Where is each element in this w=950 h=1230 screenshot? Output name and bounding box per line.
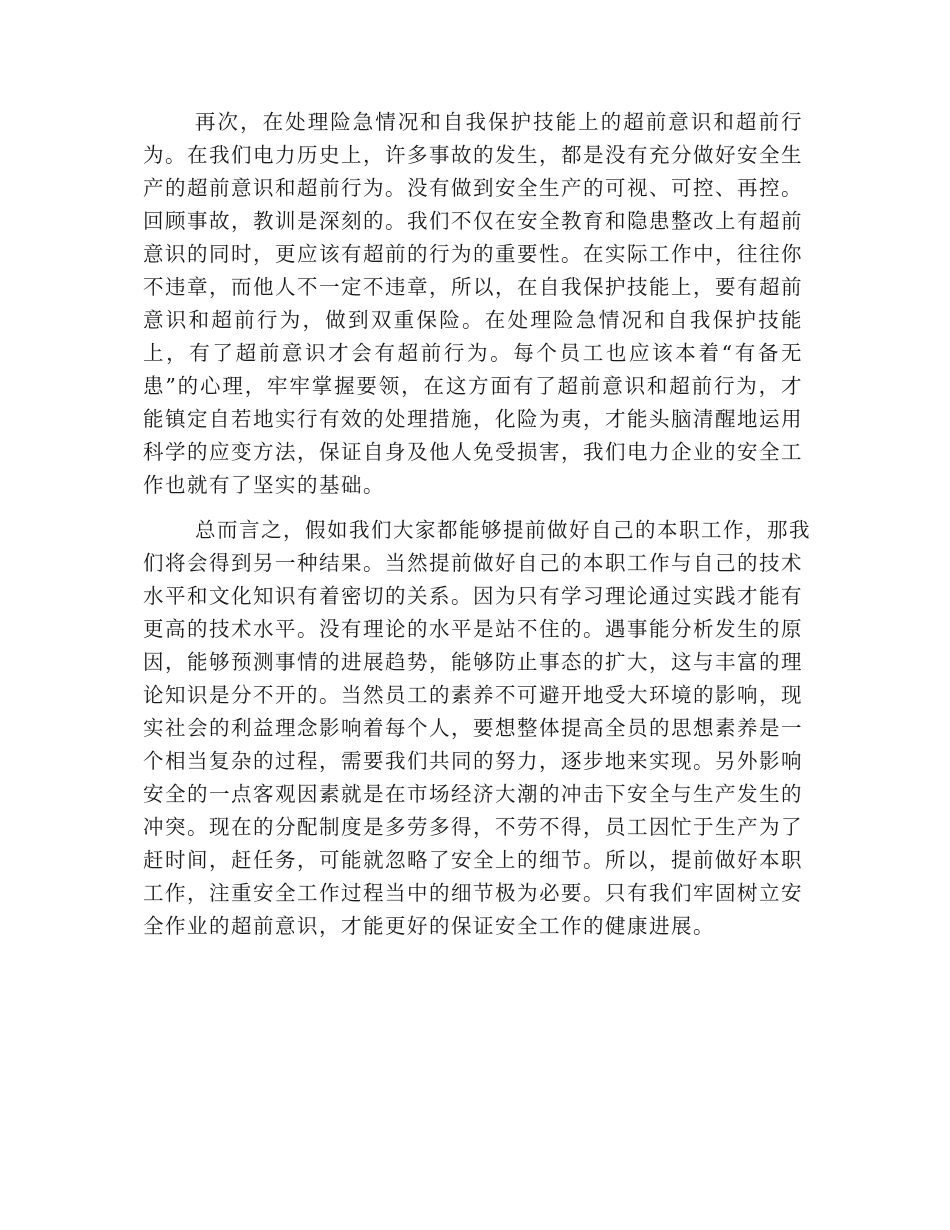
text-line: 意识的同时，更应该有超前的行为的重要性。在实际工作中，往往你: [143, 242, 803, 266]
text-line: 上，有了超前意识才会有超前行为。每个员工也应该本着“有备无: [143, 341, 803, 365]
text-line: 赶时间，赶任务，可能就忽略了安全上的细节。所以，提前做好本职: [143, 848, 803, 872]
text-line: 们将会得到另一种结果。当然提前做好自己的本职工作与自己的技术: [143, 551, 803, 575]
paragraph-1: [143, 106, 803, 502]
paragraph-2: [143, 514, 811, 943]
text-line: 因，能够预测事情的进展趋势，能够防止事态的扩大，这与丰富的理: [143, 650, 803, 674]
text-line: 全作业的超前意识，才能更好的保证安全工作的健康进展。: [143, 914, 715, 938]
text-line: 产的超前意识和超前行为。没有做到安全生产的可视、可控、再控。: [143, 176, 803, 200]
text-line: 作也就有了坚实的基础。: [143, 473, 385, 497]
text-line: 意识和超前行为，做到双重保险。在处理险急情况和自我保护技能: [143, 308, 803, 332]
text-line: 论知识是分不开的。当然员工的素养不可避开地受大环境的影响，现: [143, 683, 803, 707]
text-line: 实社会的利益理念影响着每个人，要想整体提高全员的思想素养是一: [143, 716, 803, 740]
text-line: 科学的应变方法，保证自身及他人免受损害，我们电力企业的安全工: [143, 440, 803, 464]
text-line: 总而言之，假如我们大家都能够提前做好自己的本职工作，那我: [195, 518, 811, 542]
text-line: 个相当复杂的过程，需要我们共同的努力，逐步地来实现。另外影响: [143, 749, 803, 773]
text-line: 冲突。现在的分配制度是多劳多得，不劳不得，员工因忙于生产为了: [143, 815, 803, 839]
text-line: 回顾事故，教训是深刻的。我们不仅在安全教育和隐患整改上有超前: [143, 209, 803, 233]
text-line: 再次，在处理险急情况和自我保护技能上的超前意识和超前行: [195, 110, 803, 134]
text-line: 更高的技术水平。没有理论的水平是站不住的。遇事能分析发生的原: [143, 617, 803, 641]
paragraph-spacer: [143, 502, 803, 514]
text-line: 不违章，而他人不一定不违章，所以，在自我保护技能上，要有超前: [143, 275, 803, 299]
text-line: 为。在我们电力历史上，许多事故的发生，都是没有充分做好安全生: [143, 143, 803, 167]
document-body: [143, 106, 811, 943]
text-line: 安全的一点客观因素就是在市场经济大潮的冲击下安全与生产发生的: [143, 782, 803, 806]
text-line: 工作，注重安全工作过程当中的细节极为必要。只有我们牢固树立安: [143, 881, 803, 905]
text-line: 患”的心理，牢牢掌握要领，在这方面有了超前意识和超前行为，才: [143, 374, 803, 398]
text-line: 能镇定自若地实行有效的处理措施，化险为夷，才能头脑清醒地运用: [143, 407, 803, 431]
text-line: 水平和文化知识有着密切的关系。因为只有学习理论通过实践才能有: [143, 584, 803, 608]
